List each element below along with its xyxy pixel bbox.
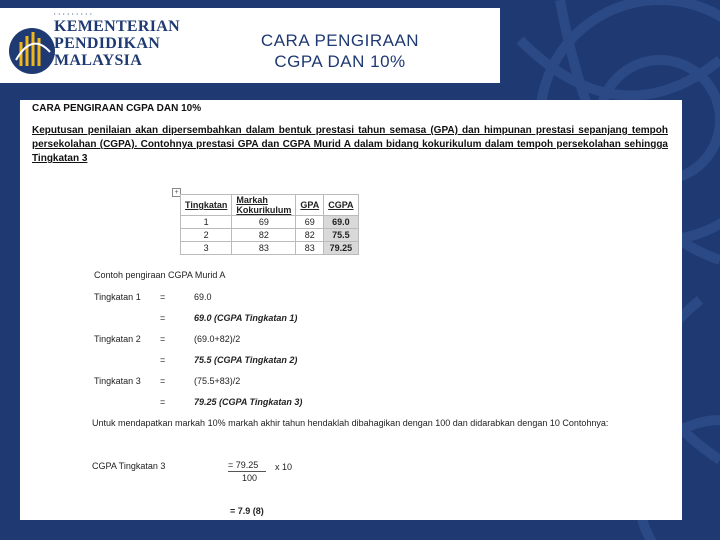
table-cell: 83 [296, 242, 324, 255]
logo-line-2: PENDIDIKAN [54, 35, 161, 52]
step-equals: = [160, 397, 166, 407]
final-label: CGPA Tingkatan 3 [92, 461, 166, 471]
table-move-handle-icon[interactable]: + [172, 188, 181, 197]
calc-title: Contoh pengiraan CGPA Murid A [94, 270, 226, 280]
table-cell: 75.5 [324, 229, 358, 242]
table-cell: 79.25 [324, 242, 358, 255]
step-value: 75.5 (CGPA Tingkatan 2) [194, 355, 298, 365]
final-result: = 7.9 (8) [230, 506, 264, 516]
document-image [20, 100, 682, 520]
step-equals: = [160, 292, 166, 302]
table-cell: 3 [181, 242, 232, 255]
step-label: Tingkatan 2 [94, 334, 141, 344]
table-cell: 83 [232, 242, 296, 255]
step-value: 69.0 (CGPA Tingkatan 1) [194, 313, 298, 323]
table-cell: 69 [232, 216, 296, 229]
table-row [181, 242, 359, 255]
instruction-text: Untuk mendapatkan markah 10% markah akhir tahun hendaklah dibahagikan dengan 100 dan didarabkan dengan 10 Contohnya: [92, 418, 609, 428]
fraction-line [228, 471, 266, 472]
table-cell: 69 [296, 216, 324, 229]
table-header: Tingkatan [181, 195, 232, 216]
logo-line-1: KEMENTERIAN [54, 18, 180, 35]
logo-line-3: MALAYSIA [54, 52, 143, 69]
table-header: GPA [296, 195, 324, 216]
final-denominator: 100 [242, 473, 258, 483]
step-equals: = [160, 334, 166, 344]
document-heading: CARA PENGIRAAN CGPA DAN 10% [32, 103, 202, 114]
final-multiplier: x 10 [275, 462, 293, 472]
step-equals: = [160, 313, 166, 323]
slide-title [210, 30, 470, 72]
table-header: Markah Kokurikulum [232, 195, 296, 216]
final-numerator: = 79.25 [228, 460, 259, 470]
step-label: Tingkatan 3 [94, 376, 141, 386]
table-cell: 82 [296, 229, 324, 242]
table-row [181, 229, 359, 242]
step-value: (69.0+82)/2 [194, 334, 241, 344]
step-value: 79.25 (CGPA Tingkatan 3) [194, 397, 303, 407]
header-bar [0, 8, 500, 83]
step-value: (75.5+83)/2 [194, 376, 241, 386]
step-value: 69.0 [194, 292, 212, 302]
gpa-table [180, 194, 359, 255]
logo-wordmark [54, 18, 180, 69]
title-line-2: CGPA DAN 10% [274, 52, 406, 71]
table-cell: 2 [181, 229, 232, 242]
logo-tiny-text: • • • • • • • • • [54, 11, 93, 16]
table-cell: 1 [181, 216, 232, 229]
step-equals: = [160, 355, 166, 365]
table-cell: 69.0 [324, 216, 358, 229]
document-paragraph: Keputusan penilaian akan dipersembahkan dalam bentuk prestasi tahun semasa (GPA) dan himpunan prestasi sepanjang tempoh persekolahan (CGPA). Contohnya prestasi GPA dan CGPA Murid A dalam bidang kokurikulum dalam tempoh persekolahan sehingga Tingkatan 3 [32, 125, 668, 164]
table-row [181, 216, 359, 229]
table-cell: 82 [232, 229, 296, 242]
step-label: Tingkatan 1 [94, 292, 141, 302]
step-equals: = [160, 376, 166, 386]
title-line-1: CARA PENGIRAAN [260, 31, 420, 50]
table-header: CGPA [324, 195, 358, 216]
